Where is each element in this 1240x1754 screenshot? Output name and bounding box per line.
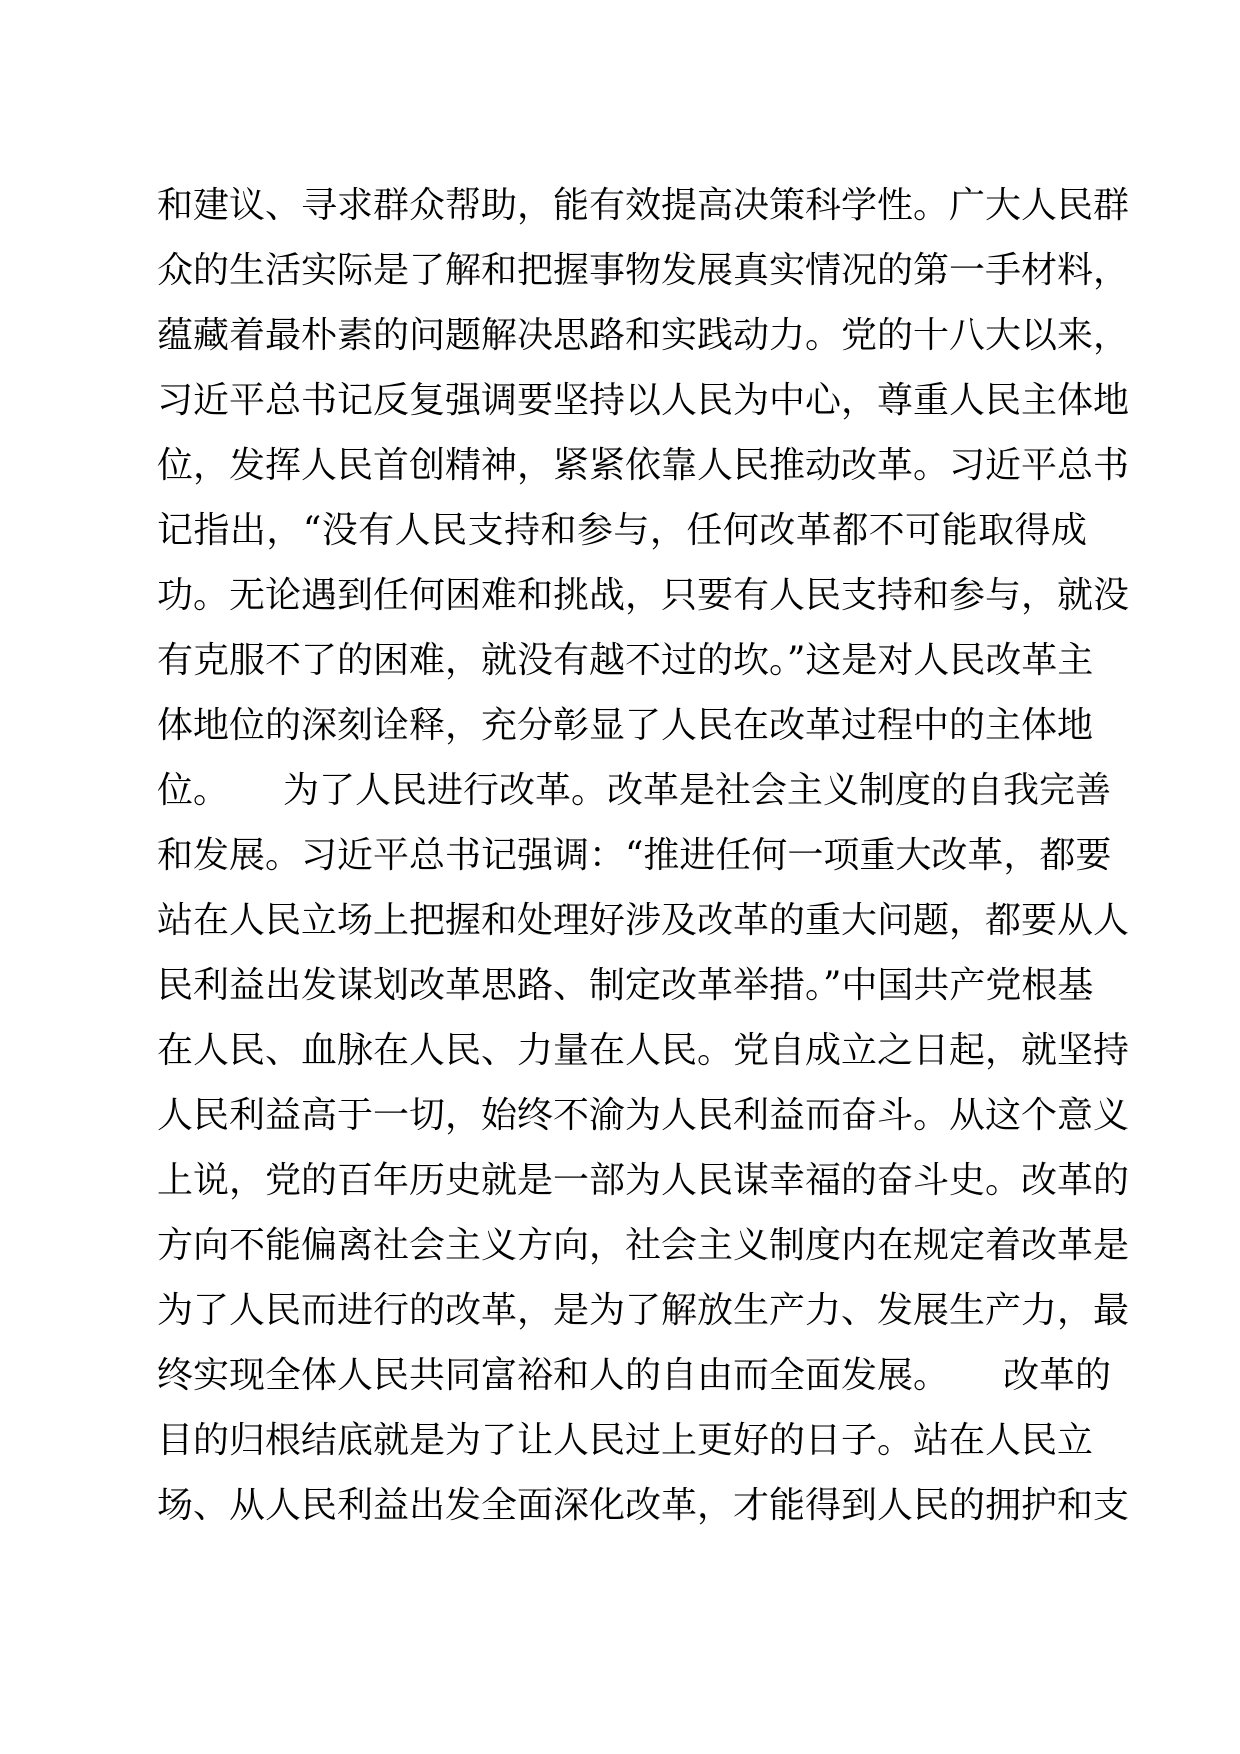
text-line-4: 习近平总书记反复强调要坚持以人民为中心，尊重人民主体地 bbox=[157, 380, 1130, 421]
text-line-10: 位。 为了人民进行改革。改革是社会主义制度的自我完善 bbox=[157, 770, 1112, 811]
text-line-9: 体地位的深刻诠释，充分彰显了人民在改革过程中的主体地 bbox=[157, 705, 1094, 746]
text-line-8: 有克服不了的困难，就没有越不过的坎。”这是对人民改革主 bbox=[157, 640, 1094, 681]
text-line-12: 站在人民立场上把握和处理好涉及改革的重大问题，都要从人 bbox=[157, 900, 1130, 941]
text-line-14: 在人民、血脉在人民、力量在人民。党自成立之日起，就坚持 bbox=[157, 1030, 1130, 1071]
text-line-13: 民利益出发谋划改革思路、制定改革举措。”中国共产党根基 bbox=[157, 965, 1094, 1006]
text-line-2: 众的生活实际是了解和把握事物发展真实情况的第一手材料， bbox=[157, 250, 1130, 291]
text-line-21: 场、从人民利益出发全面深化改革，才能得到人民的拥护和支 bbox=[157, 1485, 1130, 1526]
text-line-17: 方向不能偏离社会主义方向，社会主义制度内在规定着改革是 bbox=[157, 1225, 1130, 1266]
text-line-16: 上说，党的百年历史就是一部为人民谋幸福的奋斗史。改革的 bbox=[157, 1160, 1130, 1201]
text-line-7: 功。无论遇到任何困难和挑战，只要有人民支持和参与，就没 bbox=[157, 575, 1130, 616]
text-line-19: 终实现全体人民共同富裕和人的自由而全面发展。 改革的 bbox=[157, 1355, 1112, 1396]
text-line-1: 和建议、寻求群众帮助，能有效提高决策科学性。广大人民群 bbox=[157, 185, 1130, 226]
text-line-11: 和发展。习近平总书记强调：“推进任何一项重大改革，都要 bbox=[157, 835, 1112, 876]
text-line-18: 为了人民而进行的改革，是为了解放生产力、发展生产力，最 bbox=[157, 1290, 1130, 1331]
text-line-3: 蕴藏着最朴素的问题解决思路和实践动力。党的十八大以来， bbox=[157, 315, 1130, 356]
text-line-6: 记指出，“没有人民支持和参与，任何改革都不可能取得成 bbox=[157, 510, 1087, 551]
text-line-20: 目的归根结底就是为了让人民过上更好的日子。站在人民立 bbox=[157, 1420, 1094, 1461]
text-line-15: 人民利益高于一切，始终不渝为人民利益而奋斗。从这个意义 bbox=[157, 1095, 1130, 1136]
text-line-5: 位，发挥人民首创精神，紧紧依靠人民推动改革。习近平总书 bbox=[157, 445, 1130, 486]
